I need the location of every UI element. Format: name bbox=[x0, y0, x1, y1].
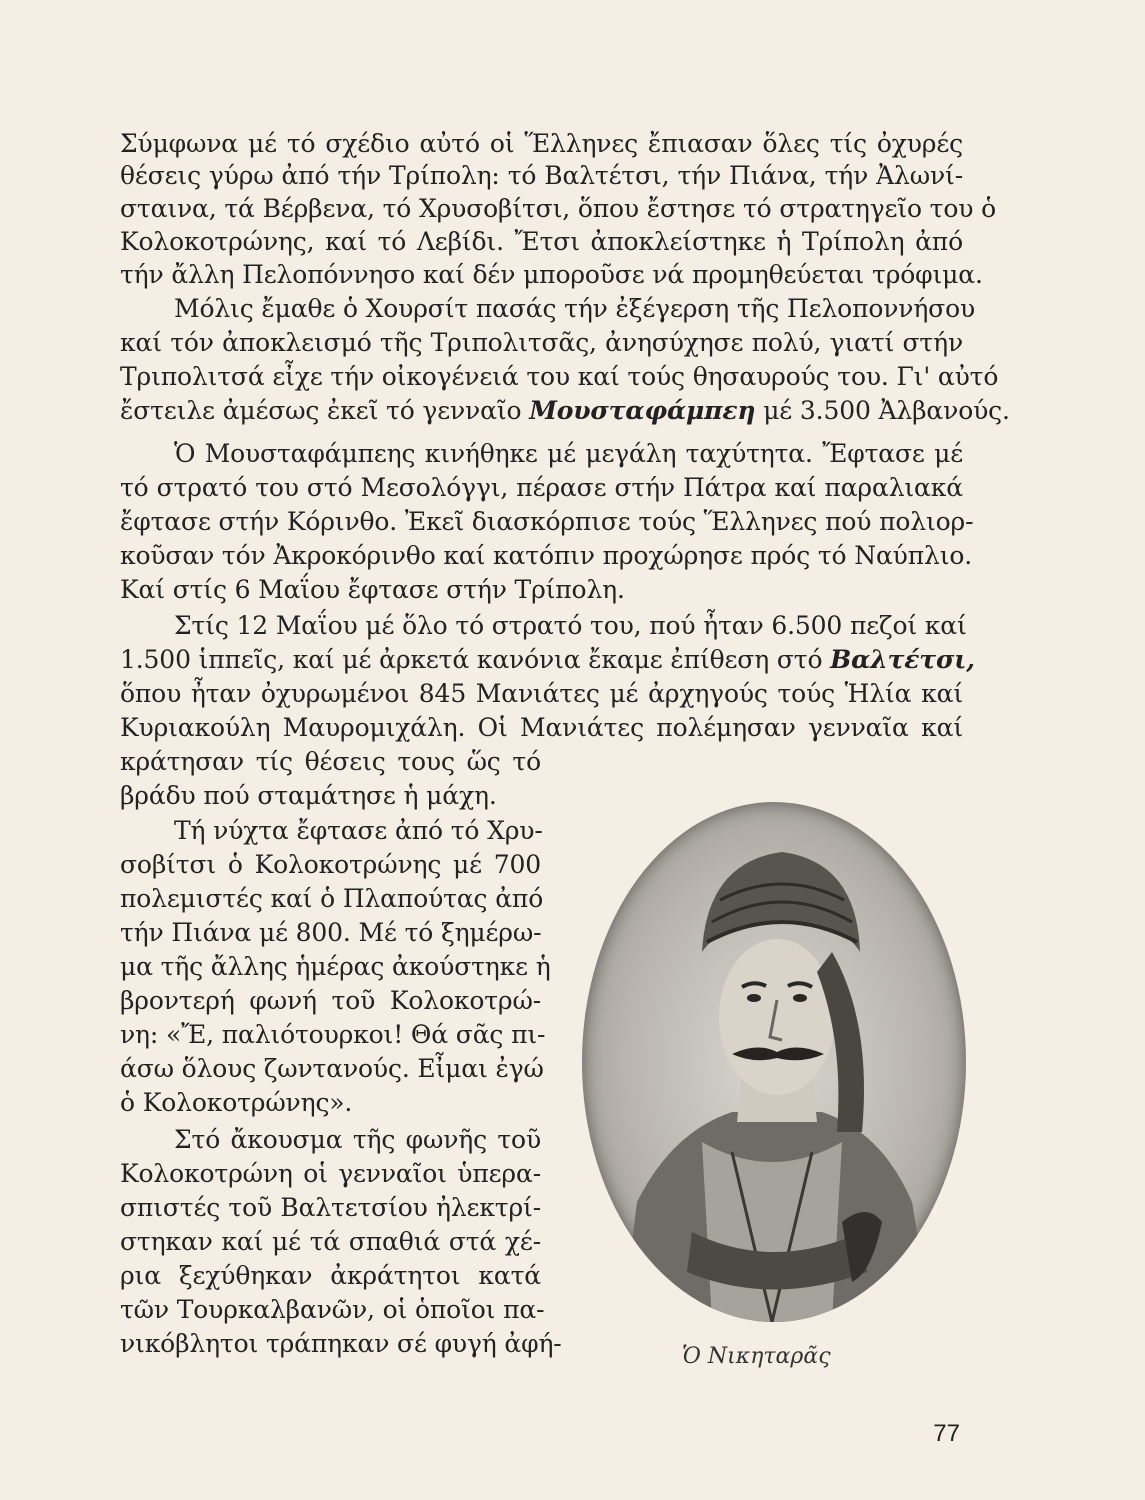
text-line: Τή νύχτα ἔφτασε ἀπό τό Χρυ- bbox=[174, 816, 543, 845]
text-line: βράδυ πού σταμάτησε ἡ μάχη. bbox=[120, 781, 497, 810]
text-line: Καί στίς 6 Μαΐου ἔφτασε στήν Τρίπολη. bbox=[120, 575, 625, 604]
text-line: στηκαν καί μέ τά σπαθιά στά χέ- bbox=[120, 1227, 541, 1256]
text-line: Τριπολιτσά εἶχε τήν οἰκογένειά του καί τούς θησαυρούς του. Γι' αὐτό bbox=[120, 362, 999, 391]
text-line: άσω ὅλους ζωντανούς. Εἶμαι ἐγώ bbox=[120, 1054, 544, 1083]
text-line: κράτησαν τίς θέσεις τους ὥς τό bbox=[120, 747, 541, 776]
text-line: Στό ἄκουσμα τῆς φωνῆς τοῦ bbox=[174, 1125, 541, 1154]
text-line: νη: «Ἔ, παλιότουρκοι! Θά σᾶς πι- bbox=[120, 1020, 546, 1049]
text-line bbox=[120, 395, 1010, 427]
text-line: τήν Πιάνα μέ 800. Μέ τό ξημέρω- bbox=[120, 918, 542, 947]
portrait-image bbox=[582, 802, 966, 1322]
text-line: Κολοκοτρώνης, καί τό Λεβίδι. Ἔτσι ἀποκλείστηκε ἡ Τρίπολη ἀπό bbox=[120, 227, 963, 256]
text-line: Μόλις ἔμαθε ὁ Χουρσίτ πασάς τήν ἐξέγερση τῆς Πελοποννήσου bbox=[174, 294, 976, 323]
text-line: κοῦσαν τόν Ἀκροκόρινθο καί κατόπιν προχώρησε πρός τό Ναύπλιο. bbox=[120, 541, 973, 570]
text-line: ἔφτασε στήν Κόρινθο. Ἐκεῖ διασκόρπισε τούς Ἕλληνες πού πολιορ- bbox=[120, 507, 974, 536]
text-line: ὁ Κολοκοτρώνης». bbox=[120, 1088, 353, 1117]
text-line: νικόβλητοι τράπηκαν σέ φυγή ἀφή- bbox=[120, 1329, 562, 1358]
text-line: σπιστές τοῦ Βαλτετσίου ἠλεκτρί- bbox=[120, 1193, 541, 1222]
text-line: βροντερή φωνή τοῦ Κολοκοτρώ- bbox=[120, 986, 541, 1015]
text-line: ὅπου ἦταν ὀχυρωμένοι 845 Μανιάτες μέ ἀρχηγούς τούς Ἡλία καί bbox=[120, 679, 963, 708]
text-line: Κυριακούλη Μαυρομιχάλη. Οἱ Μανιάτες πολέμησαν γενναῖα καί bbox=[120, 713, 963, 742]
text-line: τήν ἄλλη Πελοπόννησο καί δέν μποροῦσε νά προμηθεύεται τρόφιμα. bbox=[120, 260, 983, 289]
text-segment: 1.500 ἱππεῖς, καί μέ ἀρκετά κανόνια ἔκαμε ἐπίθεση στό bbox=[120, 645, 823, 674]
text-line: μα τῆς ἄλλης ἡμέρας ἀκούστηκε ἡ bbox=[120, 952, 551, 981]
text-line bbox=[120, 644, 975, 676]
text-line: Κολοκοτρώνη οἱ γενναῖοι ὑπερα- bbox=[120, 1159, 541, 1188]
text-line: σοβίτσι ὁ Κολοκοτρώνης μέ 700 bbox=[120, 850, 541, 879]
page-number: 77 bbox=[933, 1420, 960, 1447]
text-line: σταινα, τά Βέρβενα, τό Χρυσοβίτσι, ὅπου ἔστησε τό στρατηγεῖο του ὁ bbox=[120, 194, 997, 223]
text-line: θέσεις γύρω ἀπό τήν Τρίπολη: τό Βαλτέτσι, τήν Πιάνα, τήν Ἀλωνί- bbox=[120, 161, 963, 190]
text-line: Στίς 12 Μαΐου μέ ὅλο τό στρατό του, πού ἦταν 6.500 πεζοί καί bbox=[174, 611, 967, 640]
text-line: πολεμιστές καί ὁ Πλαπούτας ἀπό bbox=[120, 884, 544, 913]
portrait-illustration bbox=[582, 802, 966, 1322]
text-segment: ἔστειλε ἀμέσως ἐκεῖ τό γενναῖο bbox=[120, 396, 522, 425]
emphasized-name: Μουσταφάμπεη bbox=[529, 396, 756, 425]
emphasized-place: Βαλτέτσι, bbox=[830, 645, 975, 674]
text-line: τό στρατό του στό Μεσολόγγι, πέρασε στήν Πάτρα καί παραλιακά bbox=[120, 473, 963, 502]
text-line: καί τόν ἀποκλεισμό τῆς Τριπολιτσᾶς, ἀνησύχησε πολύ, γιατί στήν bbox=[120, 328, 963, 357]
text-line: τῶν Τουρκαλβανῶν, οἱ ὁποῖοι πα- bbox=[120, 1295, 545, 1324]
text-segment: μέ 3.500 Ἀλβανούς. bbox=[763, 396, 1010, 425]
text-line: ρια ξεχύθηκαν ἀκράτητοι κατά bbox=[120, 1261, 541, 1290]
text-line: Σύμφωνα μέ τό σχέδιο αὐτό οἱ Ἕλληνες ἔπιασαν ὅλες τίς ὀχυρές bbox=[120, 129, 963, 158]
text-line: Ὁ Μουσταφάμπεης κινήθηκε μέ μεγάλη ταχύτητα. Ἔφτασε μέ bbox=[174, 439, 963, 468]
portrait-caption: Ὁ Νικηταρᾶς bbox=[682, 1344, 831, 1369]
